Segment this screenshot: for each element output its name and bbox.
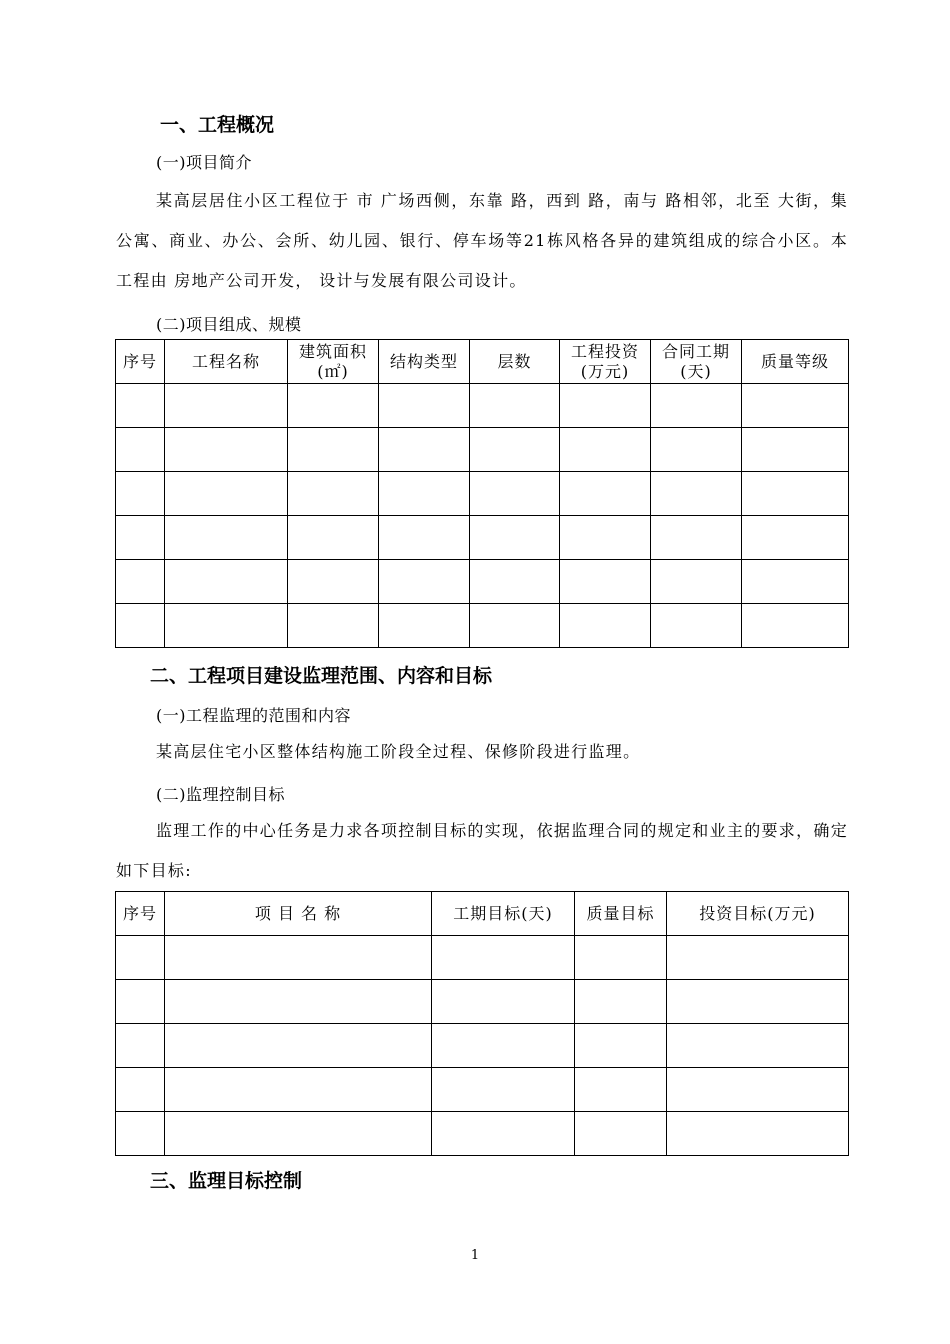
table-cell (288, 560, 379, 604)
table-cell (742, 604, 849, 648)
table-cell (575, 980, 667, 1024)
table-cell (379, 604, 470, 648)
table-cell (575, 1024, 667, 1068)
table-row (116, 1024, 849, 1068)
table-cell (116, 604, 165, 648)
table-cell (165, 516, 288, 560)
table-cell (432, 1112, 575, 1156)
table-cell (651, 516, 742, 560)
table-cell (116, 560, 165, 604)
table-cell (432, 980, 575, 1024)
table-row (116, 428, 849, 472)
table-cell (575, 1068, 667, 1112)
table1-header: 工程名称 (165, 340, 288, 384)
table-cell (560, 604, 651, 648)
table1-header: 合同工期(天) (651, 340, 742, 384)
table-cell (651, 472, 742, 516)
table-cell (560, 472, 651, 516)
table-cell (116, 428, 165, 472)
section3-title: 三、监理目标控制 (150, 1170, 303, 1192)
table-cell (560, 428, 651, 472)
table-row (116, 472, 849, 516)
table-cell (470, 384, 560, 428)
table-cell (288, 604, 379, 648)
table-cell (470, 560, 560, 604)
table-cell (432, 1024, 575, 1068)
table1-header: 层数 (470, 340, 560, 384)
table-cell (651, 384, 742, 428)
table-cell (116, 936, 165, 980)
table-cell (165, 560, 288, 604)
table-row (116, 604, 849, 648)
table-row (116, 936, 849, 980)
table-cell (165, 472, 288, 516)
table1-header: 工程投资(万元) (560, 340, 651, 384)
table-cell (651, 604, 742, 648)
table-cell (165, 1068, 432, 1112)
table-cell (165, 936, 432, 980)
table2-header: 序号 (116, 892, 165, 936)
table-cell (116, 384, 165, 428)
goal-paragraph: 监理工作的中心任务是力求各项控制目标的实现，依据监理合同的规定和业主的要求，确定如下目标: (116, 821, 849, 880)
section1-sub1: (一)项目简介 (156, 153, 252, 172)
table-cell (667, 1068, 849, 1112)
table-cell (379, 560, 470, 604)
table2-header: 投资目标(万元) (667, 892, 849, 936)
table-cell (742, 428, 849, 472)
table-cell (575, 936, 667, 980)
table-cell (288, 516, 379, 560)
section1-sub2: (二)项目组成、规模 (156, 315, 302, 334)
table-cell (560, 384, 651, 428)
table-cell (116, 1024, 165, 1068)
section2-title: 二、工程项目建设监理范围、内容和目标 (150, 665, 493, 687)
table-cell (470, 428, 560, 472)
table-cell (116, 1068, 165, 1112)
table-cell (288, 384, 379, 428)
page-number: 1 (470, 1248, 480, 1263)
table1-header: 结构类型 (379, 340, 470, 384)
section2-sub2: (二)监理控制目标 (156, 785, 285, 804)
table-cell (560, 516, 651, 560)
table-cell (742, 516, 849, 560)
table2-header-row (116, 892, 849, 936)
table2-header: 工期目标(天) (432, 892, 575, 936)
table-row (116, 1068, 849, 1112)
table1-header: 建筑面积(㎡) (288, 340, 379, 384)
table-cell (165, 428, 288, 472)
table-cell (165, 604, 288, 648)
table-cell (667, 1024, 849, 1068)
table1-header-row (116, 340, 849, 384)
table-cell (165, 980, 432, 1024)
table-row (116, 980, 849, 1024)
table-cell (165, 1112, 432, 1156)
table-cell (288, 472, 379, 516)
table-row (116, 560, 849, 604)
table-row (116, 384, 849, 428)
section2-sub1: (一)工程监理的范围和内容 (156, 706, 351, 725)
table2-header: 项 目 名 称 (165, 892, 432, 936)
table-cell (116, 516, 165, 560)
control-targets-table (115, 891, 849, 1156)
table-cell (116, 1112, 165, 1156)
table-cell (667, 980, 849, 1024)
table-cell (379, 384, 470, 428)
table-cell (379, 516, 470, 560)
intro-paragraph: 某高层居住小区工程位于 市 广场西侧，东靠 路，西到 路，南与 路相邻，北至 大街，集公寓、商业、办公、会所、幼儿园、银行、停车场等21栋风格各异的建筑组成的综合小区。本工程由 房地产公司开发， 设计与发展有限公司设计。 (116, 191, 848, 290)
table-row (116, 516, 849, 560)
scope-paragraph: 某高层住宅小区整体结构施工阶段全过程、保修阶段进行监理。 (156, 742, 641, 761)
table-cell (470, 516, 560, 560)
table-cell (742, 472, 849, 516)
table-cell (742, 560, 849, 604)
project-composition-table (115, 339, 849, 648)
table-cell (667, 936, 849, 980)
table-cell (116, 980, 165, 1024)
table2-header: 质量目标 (575, 892, 667, 936)
table-cell (379, 472, 470, 516)
table-cell (432, 1068, 575, 1112)
table-cell (379, 428, 470, 472)
table-cell (116, 472, 165, 516)
table1-header: 质量等级 (742, 340, 849, 384)
table-cell (651, 560, 742, 604)
table-cell (470, 604, 560, 648)
table-cell (165, 1024, 432, 1068)
table-cell (470, 472, 560, 516)
table-cell (288, 428, 379, 472)
table-cell (432, 936, 575, 980)
table-cell (560, 560, 651, 604)
table-cell (165, 384, 288, 428)
section1-title: 一、工程概况 (160, 114, 275, 136)
table-row (116, 1112, 849, 1156)
table-cell (575, 1112, 667, 1156)
table-cell (651, 428, 742, 472)
table-cell (667, 1112, 849, 1156)
table-cell (742, 384, 849, 428)
table1-header: 序号 (116, 340, 165, 384)
